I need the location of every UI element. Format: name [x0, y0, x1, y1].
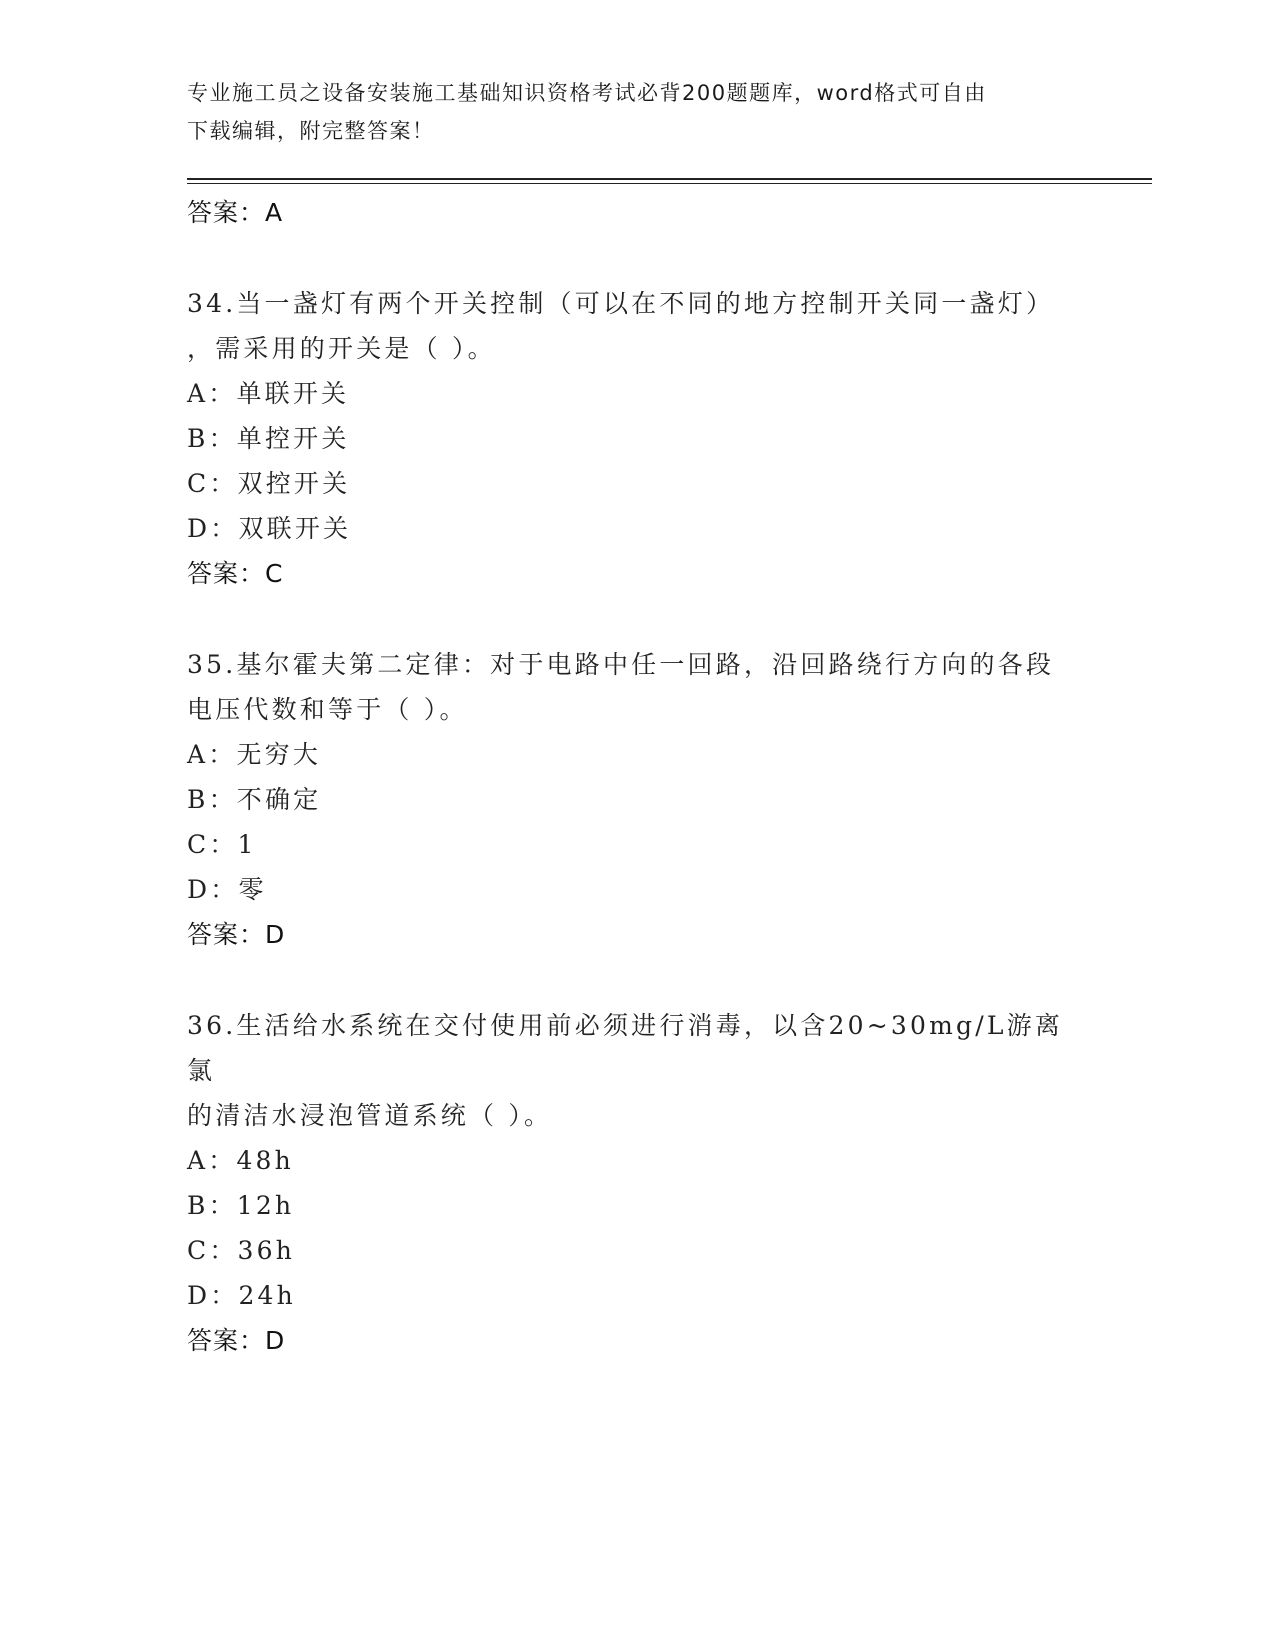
question-35-option-c: C：1 — [187, 830, 257, 859]
question-35-option-b: B：不确定 — [187, 785, 322, 814]
question-36-answer: 答案：D — [187, 1326, 286, 1355]
question-36-option-c: C：36h — [187, 1236, 296, 1265]
header-divider-thin — [187, 183, 1152, 184]
question-34-option-c: C：双控开关 — [187, 469, 351, 498]
question-34-option-b: B：单控开关 — [187, 424, 350, 453]
question-35-stem-line-2: 电压代数和等于（ ）。 — [187, 695, 468, 724]
question-36 — [187, 1003, 1087, 1363]
question-36-option-b: B：12h — [187, 1191, 295, 1220]
question-list — [187, 190, 1087, 1363]
question-35-option-a: A：无穷大 — [187, 740, 322, 769]
previous-answer: 答案：A — [187, 198, 284, 227]
header-divider-thick — [187, 178, 1152, 180]
document-header — [187, 74, 1087, 150]
question-36-stem-line-1: 36.生活给水系统在交付使用前必须进行消毒，以含20~30mg/L游离氯 — [187, 1011, 1064, 1085]
question-34-answer: 答案：C — [187, 559, 284, 588]
question-36-option-a: A：48h — [187, 1146, 294, 1175]
question-35-option-d: D：零 — [187, 875, 267, 904]
question-34-stem-line-2: ，需采用的开关是（ ）。 — [187, 334, 496, 363]
question-34-option-d: D：双联开关 — [187, 514, 352, 543]
header-line-1: 专业施工员之设备安装施工基础知识资格考试必背200题题库，word格式可自由 — [187, 81, 987, 105]
question-35 — [187, 642, 1087, 957]
question-36-stem-line-2: 的清洁水浸泡管道系统（ ）。 — [187, 1101, 553, 1130]
question-35-stem-line-1: 35.基尔霍夫第二定律：对于电路中任一回路，沿回路绕行方向的各段 — [187, 650, 1055, 679]
header-line-2: 下载编辑，附完整答案！ — [187, 119, 435, 143]
question-35-answer: 答案：D — [187, 920, 286, 949]
question-34 — [187, 281, 1087, 596]
question-36-option-d: D：24h — [187, 1281, 296, 1310]
question-34-stem-line-1: 34.当一盏灯有两个开关控制（可以在不同的地方控制开关同一盏灯） — [187, 289, 1055, 318]
question-34-option-a: A：单联开关 — [187, 379, 350, 408]
